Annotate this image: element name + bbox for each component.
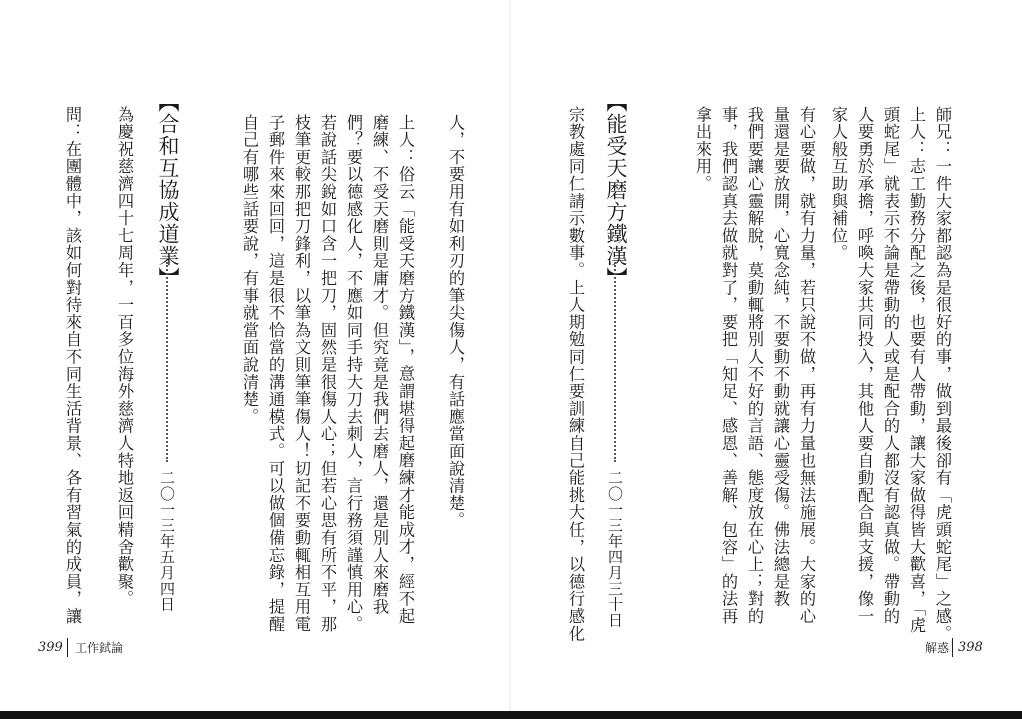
body-column: 若說話尖銳如口含一把刀，固然是很傷人心；但若心思有所不平，那 <box>318 114 337 633</box>
bottom-edge-bar <box>0 711 1022 719</box>
body-column: 拿出來用。 <box>693 106 712 193</box>
body-column: 問：在團體中，該如何對待來自不同生活背景、各有習氣的成員，讓 <box>63 106 82 625</box>
body-column: 師兄：一件大家都認為是很好的事，做到最後卻有「虎頭蛇尾」之感。 <box>933 106 952 643</box>
body-column: 上人：俗云「能受天磨方鐵漢」，意謂堪得起磨練才能成才，經不起 <box>396 114 415 625</box>
section-title: 【能受天磨方鐵漢】 <box>604 91 628 289</box>
body-column: 人要勇於承擔，呼喚大家共同投入，其他人要自動配合與支援，像一 <box>855 106 874 625</box>
body-column: 頭蛇尾」就表示不論是帶動的人或是配合的人都沒有認真做。帶動的 <box>881 106 900 625</box>
section-date: 二〇一三年四月三十日 <box>606 470 624 628</box>
page-number: 399 <box>38 640 63 655</box>
body-column: 上人：志工勤務分配之後，也要有人帶動，讓大家做得皆大歡喜，「虎 <box>907 106 926 635</box>
body-column: 子郵件來來回回，這是很不恰當的溝通模式。可以做個備忘錄，提醒 <box>266 114 285 633</box>
body-column: 磨練、不受天磨則是庸才。但究竟是我們去磨人，還是別人來磨我 <box>370 114 389 616</box>
body-column: 量還是要放開，心寬念純，不要動不動就讓心靈受傷。佛法總是教 <box>771 106 790 608</box>
leader-dots <box>614 262 618 462</box>
page-number: 398 <box>958 640 983 655</box>
body-column: 人，不要用有如利刃的筆尖傷人，有話應當面說清楚。 <box>446 114 465 530</box>
footer-divider <box>67 638 68 657</box>
section-title: 【合和互協成道業】 <box>156 91 180 289</box>
footer-divider <box>952 638 953 657</box>
body-column: 自己有哪些話要說，有事就當面說清楚。 <box>240 114 259 426</box>
page-gutter <box>509 0 511 711</box>
running-title: 解惑 <box>925 641 950 655</box>
body-column: 家人般互助與補位。 <box>829 106 848 262</box>
body-column: 事，我們認真去做就對了，要把「知足、感恩、善解、包容」的法再 <box>719 106 738 625</box>
running-title: 工作鉽論 <box>75 641 124 655</box>
leader-dots <box>166 262 170 462</box>
section-date: 二〇一三年五月四日 <box>158 470 176 613</box>
body-column: 宗教處同仁請示數事。上人期勉同仁要訓練自己能挑大任，以德行感化 <box>566 106 585 643</box>
body-column: 有心要做，就有力量，若只說不做，再有力量也無法施展。大家的心 <box>797 106 816 625</box>
body-column: 我們要讓心靈解脫，莫動輒將別人不好的言語、態度放在心上；對的 <box>745 106 764 625</box>
body-column: 為慶祝慈濟四十七周年，一百多位海外慈濟人特地返回精舍歡聚。 <box>115 106 134 608</box>
body-column: 枝筆更較那把刀鋒利，以筆為文則筆筆傷人！切記不要動輒相互用電 <box>292 114 311 633</box>
body-column: 們？要以德感化人，不應如同手持大刀去刺人，言行務須謹慎用心。 <box>344 114 363 633</box>
